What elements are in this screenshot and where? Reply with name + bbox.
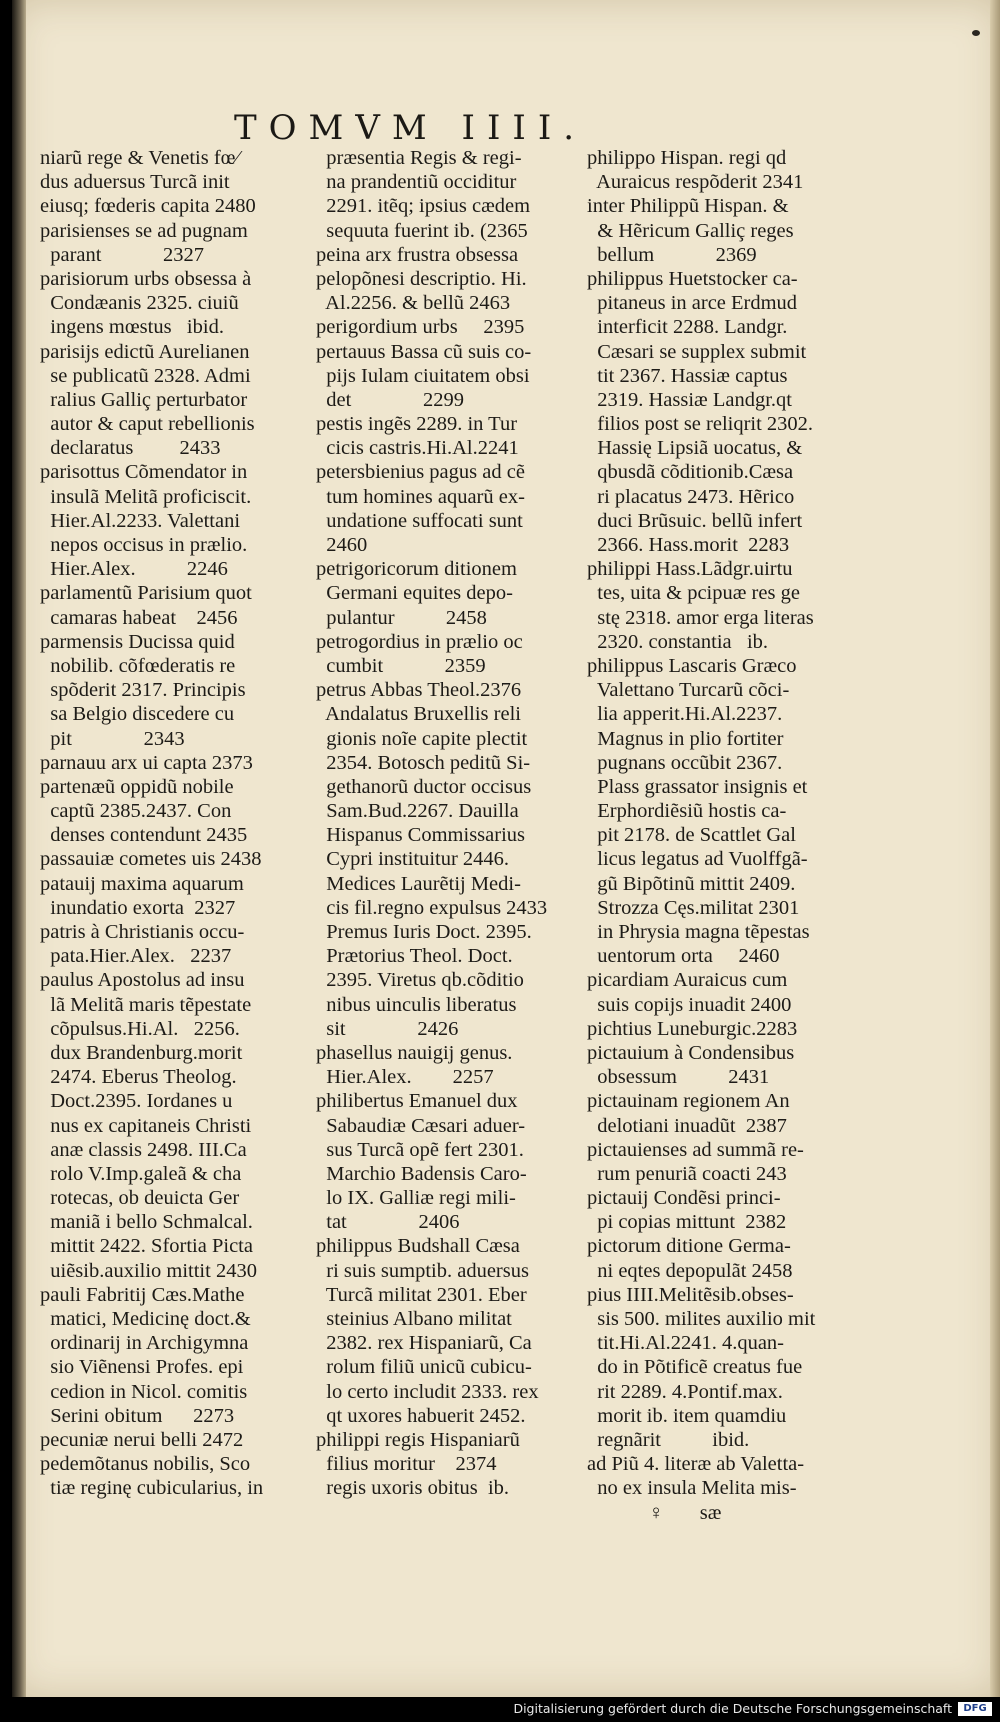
running-head: TOMVM IIII. xyxy=(234,108,587,148)
index-line: ingens mœstus ibid. xyxy=(40,316,224,339)
index-line: rum penuriã coacti 243 xyxy=(587,1162,787,1185)
index-line: regis uxoris obitus ib. xyxy=(316,1477,510,1500)
index-line: peina arx frustra obsessa xyxy=(316,243,519,266)
index-line: niarũ rege & Venetis fœ⁄ xyxy=(40,147,239,169)
index-line: philippi regis Hispaniarũ xyxy=(316,1428,520,1451)
index-line: pulantur 2458 xyxy=(316,606,487,629)
index-line: perigordium urbs 2395 xyxy=(316,316,525,339)
index-line: passauiæ cometes uis 2438 xyxy=(40,848,262,871)
index-line: Hispanus Commissarius xyxy=(316,824,525,847)
footer-bar xyxy=(0,1697,1000,1722)
index-line: patris à Christianis occu- xyxy=(40,921,245,943)
index-line: ♀ sæ xyxy=(587,1501,722,1524)
index-line: qbusdã cõditionib.Cæsa xyxy=(587,461,794,484)
index-line: Hier.Alex. 2246 xyxy=(40,558,228,581)
index-line: ad Piũ 4. literæ ab Valetta- xyxy=(587,1453,805,1476)
index-line: philibertus Emanuel dux xyxy=(316,1090,518,1113)
index-line: nus ex capitaneis Christi xyxy=(40,1114,252,1137)
index-line: Strozza Cęs.militat 2301 xyxy=(587,896,800,919)
index-line: eiusq; fœderis capita 2480 xyxy=(40,195,256,218)
index-line: dus aduersus Turcã init xyxy=(40,171,230,194)
index-line: Sam.Bud.2267. Dauilla xyxy=(316,800,519,823)
index-line: 2382. rex Hispaniarũ, Ca xyxy=(316,1332,532,1355)
index-line: pit 2178. de Scattlet Gal xyxy=(587,824,796,847)
index-line: lo IX. Galliæ regi mili- xyxy=(316,1187,516,1210)
index-line: Magnus in plio fortiter xyxy=(587,727,784,750)
index-line: interficit 2288. Landgr. xyxy=(587,316,788,339)
index-line: 2291. itẽq; ipsius cædem xyxy=(316,195,531,218)
index-line: anæ classis 2498. III.Ca xyxy=(40,1138,247,1161)
index-line: obsessum 2431 xyxy=(587,1066,770,1089)
index-line: bellum 2369 xyxy=(587,243,757,266)
index-line: rolo V.Imp.galeã & cha xyxy=(40,1162,242,1185)
index-line: pijs Iulam ciuitatem obsi xyxy=(316,364,530,387)
index-line: & Hẽricum Galliç reges xyxy=(587,219,794,242)
index-column-right xyxy=(587,146,897,1525)
index-line: sio Viẽnensi Profes. epi xyxy=(40,1356,244,1379)
index-line: stę 2318. amor erga literas xyxy=(587,606,814,629)
index-line: rolum filiũ unicũ cubicu- xyxy=(316,1356,532,1379)
index-line: pictorum ditione Germa- xyxy=(587,1235,791,1258)
index-line: cõpulsus.Hi.Al. 2256. xyxy=(40,1017,240,1040)
index-line: pecuniæ nerui belli 2472 xyxy=(40,1428,244,1451)
index-line: sit 2426 xyxy=(316,1017,459,1040)
index-line: dux Brandenburg.morit xyxy=(40,1041,243,1064)
index-line: cicis castris.Hi.Al.2241 xyxy=(316,437,519,460)
index-line: Hier.Alex. 2257 xyxy=(316,1066,494,1089)
index-line: phasellus nauigij genus. xyxy=(316,1041,513,1064)
index-line: partenæũ oppidũ nobile xyxy=(40,775,234,798)
index-line: cedion in Nicol. comitis xyxy=(40,1380,248,1403)
index-line: Erphordiẽsiũ hostis ca- xyxy=(587,800,787,823)
index-line: pius IIII.Melitẽsib.obses- xyxy=(587,1283,794,1306)
index-line: uentorum orta 2460 xyxy=(587,945,780,968)
index-line: philippus Lascaris Græco xyxy=(587,654,797,677)
index-line: parlamentũ Parisium quot xyxy=(40,582,252,605)
index-line: Sabaudiæ Cæsari aduer- xyxy=(316,1114,526,1137)
index-line: cumbit 2359 xyxy=(316,654,486,677)
index-line: 2320. constantia ib. xyxy=(587,630,769,653)
index-line: ni eqtes depopulãt 2458 xyxy=(587,1259,793,1282)
index-line: cis fil.regno expulsus 2433 xyxy=(316,896,548,919)
index-line: pictauium à Condensibus xyxy=(587,1041,795,1064)
index-line: 2395. Viretus qb.cõditio xyxy=(316,969,524,992)
index-line: tiæ reginę cubicularius, in xyxy=(40,1477,264,1500)
index-line: pedemõtanus nobilis, Sco xyxy=(40,1453,251,1476)
index-line: gethanorũ ductor occisus xyxy=(316,775,532,798)
index-line: captũ 2385.2437. Con xyxy=(40,800,232,823)
index-line: pictauinam regionem An xyxy=(587,1090,790,1113)
index-line: sis 500. milites auxilio mit xyxy=(587,1308,816,1330)
index-line: mittit 2422. Sfortia Picta xyxy=(40,1235,253,1258)
index-line: 2474. Eberus Theolog. xyxy=(40,1066,237,1089)
index-line: petersbienius pagus ad cẽ xyxy=(316,461,525,484)
index-line: 2354. Botosch peditũ Si- xyxy=(316,751,531,774)
index-line: parant 2327 xyxy=(40,243,204,266)
index-line: delotiani inuadũt 2387 xyxy=(587,1114,787,1137)
index-line: præsentia Regis & regi- xyxy=(316,147,522,169)
index-line: tat 2406 xyxy=(316,1211,460,1234)
index-line: inter Philippũ Hispan. & xyxy=(587,195,789,218)
index-column-middle xyxy=(316,146,584,1501)
index-line: gionis noĩe capite plectit xyxy=(316,727,528,750)
index-line: Cypri instituitur 2446. xyxy=(316,848,510,871)
index-line: spõderit 2317. Principis xyxy=(40,679,246,702)
index-line: suis copijs inuadit 2400 xyxy=(587,993,792,1016)
index-line: tes, uita & pcipuæ res ge xyxy=(587,582,800,605)
index-line: lia apperit.Hi.Al.2237. xyxy=(587,703,783,726)
index-line: sequuta fuerint ib. (2365 xyxy=(316,219,528,242)
index-line: ordinarij in Archigymna xyxy=(40,1332,249,1355)
dfg-logo: DFG xyxy=(958,1702,992,1716)
index-line: nibus uinculis liberatus xyxy=(316,993,517,1016)
index-line: pi copias mittunt 2382 xyxy=(587,1211,787,1234)
index-line: 2366. Hass.morit 2283 xyxy=(587,534,790,556)
index-line: pestis ingẽs 2289. in Tur xyxy=(316,413,518,436)
index-line: ralius Galliç perturbator xyxy=(40,388,248,411)
index-line: nepos occisus in prælio. xyxy=(40,534,248,556)
index-line: morit ib. item quamdiu xyxy=(587,1404,787,1427)
page-gutter xyxy=(12,0,26,1697)
page-edge xyxy=(990,0,1000,1697)
index-line: parisienses se ad pugnam xyxy=(40,219,248,242)
index-line: parmensis Ducissa quid xyxy=(40,630,235,653)
index-line: pugnans occũbit 2367. xyxy=(587,751,783,774)
index-line: undatione suffocati sunt xyxy=(316,509,523,532)
index-line: patauij maxima aquarum xyxy=(40,872,244,895)
index-line: Turcã militat 2301. Eber xyxy=(316,1283,527,1306)
index-column-left xyxy=(40,146,318,1501)
index-line: parnauu arx ui capta 2373 xyxy=(40,751,253,774)
book-page xyxy=(12,0,1000,1697)
index-line: lã Melitã maris tẽpestate xyxy=(40,993,252,1016)
index-line: autor & caput rebellionis xyxy=(40,413,255,436)
index-line: picardiam Auraicus cum xyxy=(587,969,788,992)
index-line: inundatio exorta 2327 xyxy=(40,896,236,919)
index-line: pichtius Luneburgic.2283 xyxy=(587,1017,798,1040)
index-line: na prandentiũ occiditur xyxy=(316,171,517,194)
footer-credit: Digitalisierung gefördert durch die Deutsche Forschungsgemeinschaft xyxy=(513,1701,952,1716)
index-line: Plass grassator insignis et xyxy=(587,775,808,798)
index-line: Medices Laurẽtij Medi- xyxy=(316,872,521,895)
index-line: qt uxores habuerit 2452. xyxy=(316,1404,526,1427)
index-line: Hier.Al.2233. Valettani xyxy=(40,509,241,532)
index-line: philippo Hispan. regi qd xyxy=(587,147,787,169)
index-line: gũ Bipõtinũ mittit 2409. xyxy=(587,872,796,895)
index-line: pitaneus in arce Erdmud xyxy=(587,292,798,315)
index-line: Condæanis 2325. ciuiũ xyxy=(40,292,239,315)
index-line: pelopõnesi descriptio. Hi. xyxy=(316,267,527,290)
index-line: philippi Hass.Lãdgr.uirtu xyxy=(587,558,793,581)
index-line: Marchio Badensis Caro- xyxy=(316,1162,527,1185)
index-line: parisijs edictũ Aurelianen xyxy=(40,340,250,363)
index-line: tit 2367. Hassiæ captus xyxy=(587,364,788,387)
index-line: ri placatus 2473. Hẽrico xyxy=(587,485,795,508)
index-line: Cæsari se supplex submit xyxy=(587,340,807,363)
index-line: se publicatũ 2328. Admi xyxy=(40,364,251,387)
index-line: Auraicus respõderit 2341 xyxy=(587,171,804,194)
index-line: maniã i bello Schmalcal. xyxy=(40,1211,253,1234)
index-line: Valettano Turcarũ cõci- xyxy=(587,679,790,702)
index-line: no ex insula Melita mis- xyxy=(587,1477,797,1500)
index-line: Andalatus Bruxellis reli xyxy=(316,703,521,726)
index-line: pata.Hier.Alex. 2237 xyxy=(40,945,232,968)
index-line: declaratus 2433 xyxy=(40,437,221,460)
index-line: steinius Albano militat xyxy=(316,1308,512,1330)
index-line: pictauienses ad summã re- xyxy=(587,1138,804,1161)
index-line: pertauus Bassa cũ suis co- xyxy=(316,340,532,363)
index-line: Serini obitum 2273 xyxy=(40,1404,235,1427)
index-line: Germani equites depo- xyxy=(316,582,513,605)
index-line: petrigoricorum ditionem xyxy=(316,558,517,581)
index-line: tit.Hi.Al.2241. 4.quan- xyxy=(587,1332,785,1355)
index-line: parisottus Cõmendator in xyxy=(40,461,248,484)
index-line: regnãrit ibid. xyxy=(587,1428,750,1451)
index-line: nobilib. cõfœderatis re xyxy=(40,654,236,677)
index-line: duci Brũsuic. bellũ infert xyxy=(587,509,803,532)
index-line: lo certo includit 2333. rex xyxy=(316,1380,539,1403)
index-line: pictauij Condẽsi princi- xyxy=(587,1187,781,1210)
index-line: do in Põtificẽ creatus fue xyxy=(587,1356,803,1379)
index-line: Premus Iuris Doct. 2395. xyxy=(316,921,532,943)
index-line: 2460 xyxy=(316,534,368,556)
index-line: filius moritur 2374 xyxy=(316,1453,497,1476)
index-line: pit 2343 xyxy=(40,727,185,750)
index-line: det 2299 xyxy=(316,388,465,411)
index-line: matici, Medicinę doct.& xyxy=(40,1308,251,1330)
index-line: 2319. Hassiæ Landgr.qt xyxy=(587,388,792,411)
index-line: philippus Budshall Cæsa xyxy=(316,1235,520,1258)
index-line: filios post se reliqrit 2302. xyxy=(587,413,814,436)
index-line: sa Belgio discedere cu xyxy=(40,703,235,726)
index-line: ri suis sumptib. aduersus xyxy=(316,1259,529,1282)
index-line: Doct.2395. Iordanes u xyxy=(40,1090,233,1113)
index-line: rotecas, ob deuicta Ger xyxy=(40,1187,240,1210)
index-line: parisiorum urbs obsessa à xyxy=(40,267,252,290)
index-line: in Phrysia magna tẽpestas xyxy=(587,921,810,943)
index-line: philippus Huetstocker ca- xyxy=(587,267,798,290)
index-line: pauli Fabritij Cæs.Mathe xyxy=(40,1283,245,1306)
index-line: petrus Abbas Theol.2376 xyxy=(316,679,522,702)
index-line: licus legatus ad Vuolffgã- xyxy=(587,848,808,871)
index-line: petrogordius in prælio oc xyxy=(316,630,523,653)
index-line: sus Turcã opẽ fert 2301. xyxy=(316,1138,524,1161)
index-line: tum homines aquarũ ex- xyxy=(316,485,525,508)
index-line: Al.2256. & bellũ 2463 xyxy=(316,292,511,315)
scan-dot xyxy=(972,30,980,36)
index-line: paulus Apostolus ad insu xyxy=(40,969,245,992)
index-line: camaras habeat 2456 xyxy=(40,606,238,629)
index-line: uiẽsib.auxilio mittit 2430 xyxy=(40,1259,257,1282)
index-line: insulã Melitã proficiscit. xyxy=(40,485,252,508)
index-line: Prætorius Theol. Doct. xyxy=(316,945,513,968)
index-line: denses contendunt 2435 xyxy=(40,824,248,847)
index-line: Hassię Lipsiã uocatus, & xyxy=(587,437,803,460)
index-line: rit 2289. 4.Pontif.max. xyxy=(587,1380,783,1403)
